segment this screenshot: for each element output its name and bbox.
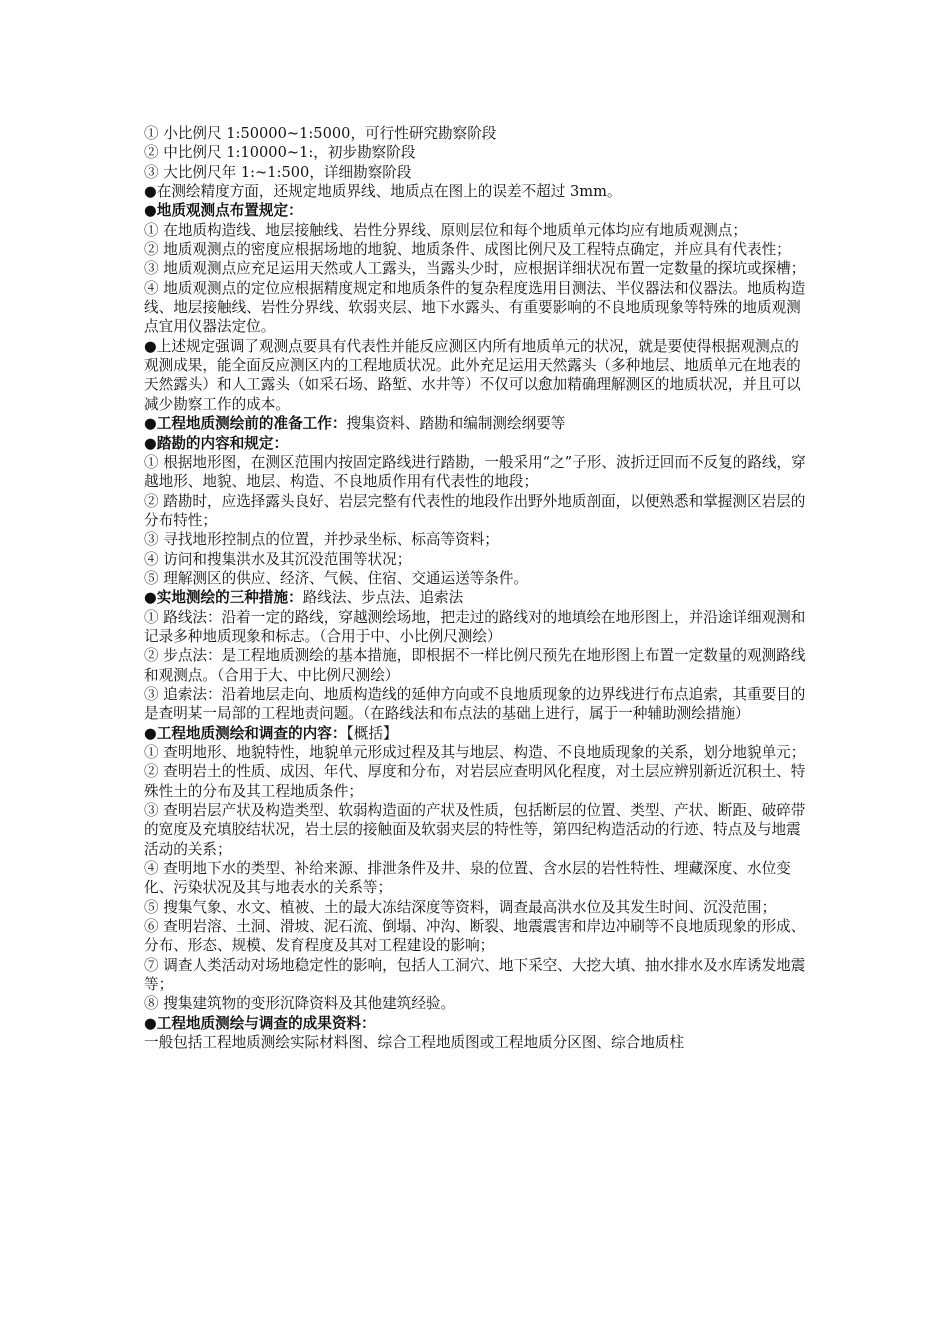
section-heading: ●工程地质测绘和调查的内容：【概括】 bbox=[144, 724, 398, 742]
paragraph: ① 根据地形图，在测区范围内按固定路线进行踏勘，一般采用“之”子形、波折迂回而不反复的路线，穿越地形、地貌、地层、构造、不良地质作用有代表性的地段； bbox=[144, 453, 806, 491]
section-heading: ●工程地质测绘与调查的成果资料： bbox=[144, 1014, 376, 1032]
paragraph: ② 步点法：是工程地质测绘的基本措施，即根据不一样比例尺预先在地形图上布置一定数量的观测路线和观测点。（合用于大、中比例尺测绘） bbox=[144, 647, 806, 684]
section-heading: ●工程地质测绘前的准备工作：搜集资料、踏勘和编制测绘纲要等 bbox=[144, 415, 566, 433]
document-page bbox=[144, 124, 812, 1053]
text-line: ② 中比例尺 1:10000~1:，初步勘察阶段 bbox=[144, 144, 416, 162]
paragraph: ① 查明地形、地貌特性，地貌单元形成过程及其与地层、构造、不良地质现象的关系，划分地貌单元； bbox=[144, 744, 806, 761]
paragraph: ⑧ 搜集建筑物的变形沉降资料及其他建筑经验。 bbox=[144, 995, 456, 1013]
section-heading: ●踏勘的内容和规定： bbox=[144, 434, 289, 452]
paragraph: ●上述规定强调了观测点要具有代表性并能反应测区内所有地质单元的状况，就是要使得根据观测点的观测成果，能全面反应测区内的工程地质状况。此外充足运用天然露头（多种地层、地质单元在地表的天然露头）和人工露头（如采石场、路堑、水井等）不仅可以愈加精确理解测区的地质状况，并且可以减少勘察工作的成本。 bbox=[144, 337, 801, 413]
section-heading: ●地质观测点布置规定： bbox=[144, 202, 303, 220]
paragraph: ① 在地质构造线、地层接触线、岩性分界线、原则层位和每个地质单元体均应有地质观测点； bbox=[144, 221, 747, 239]
paragraph: ③ 地质观测点应充足运用天然或人工露头，当露头少时，应根据详细状况布置一定数量的探坑或探槽； bbox=[144, 260, 806, 278]
paragraph: ⑤ 搜集气象、水文、植被、土的最大冻结深度等资料，调查最高洪水位及其发生时间、沉没范围； bbox=[144, 898, 777, 916]
paragraph: ④ 访问和搜集洪水及其沉没范围等状况； bbox=[144, 550, 412, 568]
text-line: ① 小比例尺 1:50000~1:5000，可行性研究勘察阶段 bbox=[144, 125, 497, 142]
paragraph: ⑦ 调查人类活动对场地稳定性的影响，包括人工洞穴、地下采空、大挖大填、抽水排水及水库诱发地震等； bbox=[144, 956, 806, 994]
paragraph: ⑥ 查明岩溶、土洞、滑坡、泥石流、倒塌、冲沟、断裂、地震震害和岸边冲刷等不良地质现象的形成、分布、形态、规模、发育程度及其对工程建设的影响； bbox=[144, 918, 806, 955]
paragraph: ④ 查明地下水的类型、补给来源、排泄条件及井、泉的位置、含水层的岩性特性、埋藏深度、水位变化、污染状况及其与地表水的关系等； bbox=[144, 860, 791, 897]
paragraph: ② 查明岩土的性质、成因、年代、厚度和分布，对岩层应查明风化程度，对土层应辨别新近沉积土、特殊性土的分布及其工程地质条件； bbox=[144, 763, 806, 800]
paragraph: ③ 追索法：沿着地层走向、地质构造线的延伸方向或不良地质现象的边界线进行布点追索，其重要目的是查明某一局部的工程地责问题。（在路线法和布点法的基础上进行，属于一种辅助测绘措施） bbox=[144, 685, 806, 723]
paragraph: ③ 寻找地形控制点的位置，并抄录坐标、标高等资料； bbox=[144, 531, 499, 549]
text-line: ●在测绘精度方面，还规定地质界线、地质点在图上的误差不超过 3mm。 bbox=[144, 183, 622, 201]
paragraph: ② 踏勘时，应选择露头良好、岩层完整有代表性的地段作出野外地质剖面，以便熟悉和掌握测区岩层的分布特性； bbox=[144, 492, 806, 529]
paragraph: ② 地质观测点的密度应根据场地的地貌、地质条件、成图比例尺及工程特点确定，并应具有代表性； bbox=[144, 241, 791, 259]
paragraph: 一般包括工程地质测绘实际材料图、综合工程地质图或工程地质分区图、综合地质柱 bbox=[144, 1034, 684, 1052]
paragraph: ③ 查明岩层产状及构造类型、软弱构造面的产状及性质，包括断层的位置、类型、产状、断距、破碎带的宽度及充填胶结状况，岩土层的接触面及软弱夹层的特性等，第四纪构造活动的行迹、特点及与地震活动的关系； bbox=[144, 802, 806, 858]
paragraph: ① 路线法：沿着一定的路线，穿越测绘场地，把走过的路线对的地填绘在地形图上，并沿途详细观测和记录多种地质现象和标志。（合用于中、小比例尺测绘） bbox=[144, 608, 806, 645]
text-line: ③ 大比例尺年 1:~1:500，详细勘察阶段 bbox=[144, 163, 412, 181]
paragraph: ④ 地质观测点的定位应根据精度规定和地质条件的复杂程度选用目测法、半仪器法和仪器法。地质构造线、地层接触线、岩性分界线、软弱夹层、地下水露头、有重要影响的不良地质现象等特殊的地质观测点宜用仪器法定位。 bbox=[144, 279, 806, 336]
paragraph: ⑤ 理解测区的供应、经济、气候、住宿、交通运送等条件。 bbox=[144, 569, 529, 587]
section-heading: ●实地测绘的三种措施：路线法、步点法、追索法 bbox=[144, 589, 464, 607]
